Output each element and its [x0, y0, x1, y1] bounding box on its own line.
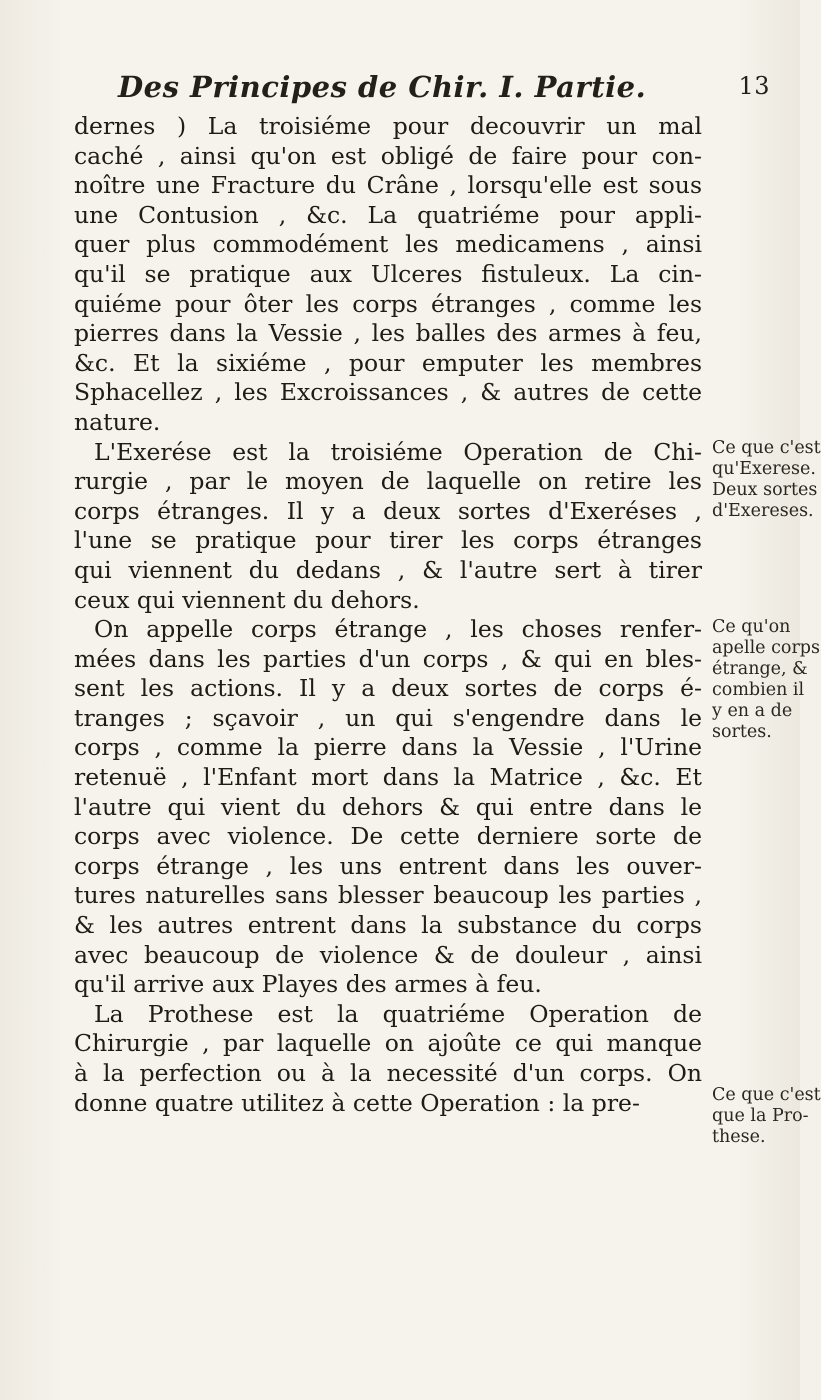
text-line: corps avec violence. De cette derniere sorte de: [74, 822, 702, 851]
margin-note-line: qu'Exerese.: [712, 459, 816, 479]
margin-note-line: Deux sortes: [712, 480, 818, 500]
paragraph-operations: [74, 112, 702, 438]
text-line: l'autre qui vient du dehors & qui entre dans le: [74, 792, 702, 821]
page-number: 13: [738, 72, 770, 100]
text-line: qui viennent du dedans , & l'autre sert à tirer: [74, 555, 702, 584]
margin-note-corps-etrange: [712, 617, 820, 743]
margin-note-line: y en a de: [712, 701, 793, 721]
text-line: retenuë , l'Enfant mort dans la Matrice , &c. Et: [74, 763, 702, 792]
text-line: La Prothese est la quatriéme Operation de: [94, 999, 702, 1028]
margin-note-line: Ce qu'on: [712, 617, 791, 637]
margin-note-line: que la Pro-: [712, 1106, 809, 1126]
text-line: quiéme pour ôter les corps étranges , comme les: [74, 289, 702, 318]
text-line: à la perfection ou à la necessité d'un corps. On: [74, 1059, 702, 1087]
text-line: avec beaucoup de violence & de douleur , ainsi: [74, 940, 702, 969]
text-line: qu'il se pratique aux Ulceres fistuleux. La cin-: [74, 259, 702, 288]
text-line: sent les actions. Il y a deux sortes de corps é-: [74, 674, 702, 703]
text-line: donne quatre utilitez à cette Operation : la pre-: [74, 1088, 640, 1117]
text-line: mées dans les parties d'un corps , & qui en bles-: [74, 644, 702, 673]
running-header: [118, 70, 770, 110]
text-line: pierres dans la Vessie , les balles des armes à feu,: [74, 319, 702, 348]
text-line: qu'il arrive aux Playes des armes à feu.: [74, 970, 542, 999]
text-line: corps étranges. Il y a deux sortes d'Exeréses ,: [74, 496, 702, 525]
margin-note-exerese: [712, 438, 821, 522]
text-line: L'Exerése est la troisiéme Operation de Chi-: [94, 437, 702, 466]
paragraph-corps-etrange: [74, 615, 702, 1000]
text-line: Chirurgie , par laquelle on ajoûte ce qui manque: [74, 1029, 702, 1058]
margin-note-line: sortes.: [712, 722, 772, 742]
main-text: [74, 112, 702, 1118]
margin-note-line: Ce que c'est: [712, 438, 821, 458]
margin-note-line: these.: [712, 1127, 766, 1147]
text-line: corps étrange , les uns entrent dans les ouver-: [74, 851, 702, 880]
text-line: rurgie , par le moyen de laquelle on retire les: [74, 467, 702, 496]
margin-note-line: Ce que c'est: [712, 1085, 821, 1105]
text-line: quer plus commodément les medicamens , ainsi: [74, 230, 702, 259]
margin-note-line: étrange, &: [712, 659, 808, 679]
text-line: l'une se pratique pour tirer les corps étranges: [74, 526, 702, 555]
text-line: ceux qui viennent du dehors.: [74, 585, 420, 614]
text-line: &c. Et la sixiéme , pour emputer les membres: [74, 348, 702, 377]
margin-note-prothese: [712, 1085, 821, 1148]
text-line: dernes ) La troisiéme pour decouvrir un mal: [74, 112, 702, 140]
text-line: corps , comme la pierre dans la Vessie , l'Urine: [74, 733, 702, 762]
paragraph-exerese: [74, 438, 702, 616]
margin-note-line: combien il: [712, 680, 805, 700]
text-line: & les autres entrent dans la substance du corps: [74, 911, 702, 940]
text-line: tranges ; sçavoir , un qui s'engendre dans le: [74, 703, 702, 732]
text-line: tures naturelles sans blesser beaucoup les parties ,: [74, 881, 702, 910]
running-title: Des Principes de Chir. I. Partie.: [118, 70, 647, 104]
text-line: noître une Fracture du Crâne , lorsqu'elle est sous: [74, 171, 702, 200]
text-line: nature.: [74, 407, 161, 436]
paragraph-prothese: [74, 1000, 702, 1118]
margin-note-line: apelle corps: [712, 638, 820, 658]
text-line: Sphacellez , les Excroissances , & autres de cette: [74, 378, 702, 407]
text-line: une Contusion , &c. La quatriéme pour appli-: [74, 200, 702, 229]
text-line: On appelle corps étrange , les choses renfer-: [94, 615, 702, 644]
margin-note-line: d'Exereses.: [712, 501, 814, 521]
text-line: caché , ainsi qu'on est obligé de faire pour con-: [74, 141, 702, 170]
